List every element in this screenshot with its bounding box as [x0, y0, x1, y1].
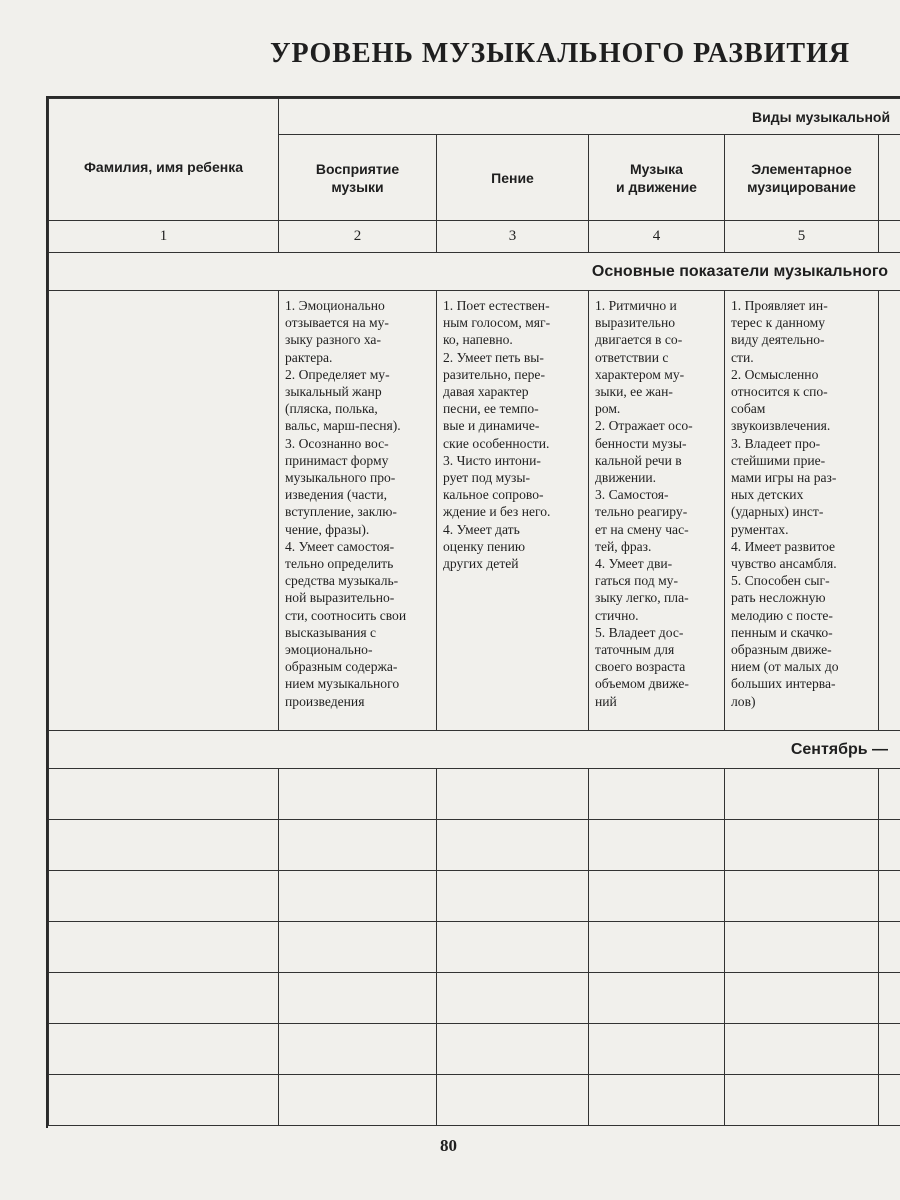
child-name-cell[interactable]	[49, 769, 279, 820]
score-cell[interactable]	[279, 769, 437, 820]
indicators-name-cell	[49, 291, 279, 731]
score-cell[interactable]	[725, 820, 879, 871]
child-name-cell[interactable]	[49, 1075, 279, 1126]
score-cell[interactable]	[279, 1075, 437, 1126]
child-name-cell[interactable]	[49, 1024, 279, 1075]
table-row	[49, 1024, 900, 1075]
column-number-cut-off	[879, 221, 900, 253]
indicators-perception: 1. Эмоционально отзывается на му- зыку разного ха- рактера. 2. Определяет му- зыкальный жанр (пляска, полька, вальс, марш-песня). 3. Осознанно вос- принимаст форму музыкального про- изведения (части, вступление, заклю- чение, фразы). 4. Умеет самостоя- тельно определить средства музыкаль- ной выразительно- сти, соотносить свои высказывания с эмоционально- образным содержа- нием музыкального произведения	[279, 291, 437, 731]
child-name-cell[interactable]	[49, 973, 279, 1024]
score-cell[interactable]	[279, 871, 437, 922]
header-music-movement	[589, 135, 725, 221]
child-name-cell[interactable]	[49, 871, 279, 922]
column-number-4: 4	[589, 221, 725, 253]
score-cell[interactable]	[437, 769, 589, 820]
page-title: УРОВЕНЬ МУЗЫКАЛЬНОГО РАЗВИТИЯ	[270, 38, 851, 69]
score-cell[interactable]	[589, 1024, 725, 1075]
column-number-5: 5	[725, 221, 879, 253]
indicators-singing: 1. Поет естествен- ным голосом, мяг- ко, напевно. 2. Умеет петь вы- разительно, пере- давая характер песни, ее темпо- вые и динамиче- ские особенности. 3. Чисто интони- рует под музы- кальное сопрово- ждение и без него. 4. Умеет дать оценку пению других детей	[437, 291, 589, 731]
table-row	[49, 769, 900, 820]
indicators-elementary-music-making: 1. Проявляет ин- терес к данному виду деятельно- сти. 2. Осмысленно относится к спо- собам звукоизвлечения. 3. Владеет про- стейшими прие- мами игры на раз- ных детских (ударных) инст- рументах. 4. Имеет развитое чувство ансамбля. 5. Способен сыг- рать несложную мелодию с посте- пенным и скачко- образным движе- нием (от малых до больших интерва- лов)	[725, 291, 879, 731]
score-cell[interactable]	[279, 973, 437, 1024]
period-heading: Сентябрь —	[49, 731, 900, 769]
column-number-3: 3	[437, 221, 589, 253]
column-number-1: 1	[49, 221, 279, 253]
music-development-table	[46, 96, 900, 1128]
score-cell[interactable]	[279, 922, 437, 973]
score-cell[interactable]	[725, 769, 879, 820]
score-cell[interactable]	[725, 1024, 879, 1075]
score-cell[interactable]	[437, 820, 589, 871]
header-cut-off-column	[879, 135, 900, 221]
header-music-movement-label: Музыка и движение	[616, 160, 697, 195]
column-number-2: 2	[279, 221, 437, 253]
header-name-column: Фамилия, имя ребенка	[49, 99, 279, 221]
table-row	[49, 973, 900, 1024]
score-cell[interactable]	[437, 1075, 589, 1126]
indicators-heading: Основные показатели музыкального	[49, 253, 900, 291]
header-perception-label: Восприятие музыки	[315, 160, 400, 195]
child-name-cell[interactable]	[49, 922, 279, 973]
score-cell[interactable]	[437, 973, 589, 1024]
score-cell[interactable]	[589, 769, 725, 820]
score-cell[interactable]	[725, 871, 879, 922]
score-cell[interactable]	[725, 1075, 879, 1126]
score-cell[interactable]	[279, 820, 437, 871]
table-row	[49, 1075, 900, 1126]
header-singing-label: Пение	[491, 169, 534, 186]
child-name-cell[interactable]	[49, 820, 279, 871]
score-cell[interactable]	[437, 922, 589, 973]
header-activity-types: Виды музыкальной	[279, 99, 900, 135]
score-cell[interactable]	[589, 871, 725, 922]
indicators-music-movement: 1. Ритмично и выразительно двигается в со- ответствии с характером му- зыки, ее жан- ром. 2. Отражает осо- бенности музы- кальной речи в движении. 3. Самостоя- тельно реагиру- ет на смену час- тей, фраз. 4. Умеет дви- гаться под му- зыку легко, пла- стично. 5. Владеет дос- таточным для своего возраста объемом движе- ний	[589, 291, 725, 731]
score-cell[interactable]	[589, 820, 725, 871]
score-cell[interactable]	[589, 1075, 725, 1126]
score-cell[interactable]	[437, 871, 589, 922]
table-row	[49, 820, 900, 871]
score-cell[interactable]	[279, 1024, 437, 1075]
score-cell[interactable]	[589, 922, 725, 973]
score-cell[interactable]	[725, 973, 879, 1024]
table-row	[49, 871, 900, 922]
header-elementary-music-making-label: Элементарное музицирование	[747, 160, 856, 195]
header-perception	[279, 135, 437, 221]
score-cell[interactable]	[589, 973, 725, 1024]
score-cell[interactable]	[725, 922, 879, 973]
page-number: 80	[440, 1136, 457, 1155]
indicators-cut-off	[879, 291, 900, 731]
table-row	[49, 922, 900, 973]
score-cell[interactable]	[437, 1024, 589, 1075]
header-elementary-music-making	[725, 135, 879, 221]
header-singing	[437, 135, 589, 221]
